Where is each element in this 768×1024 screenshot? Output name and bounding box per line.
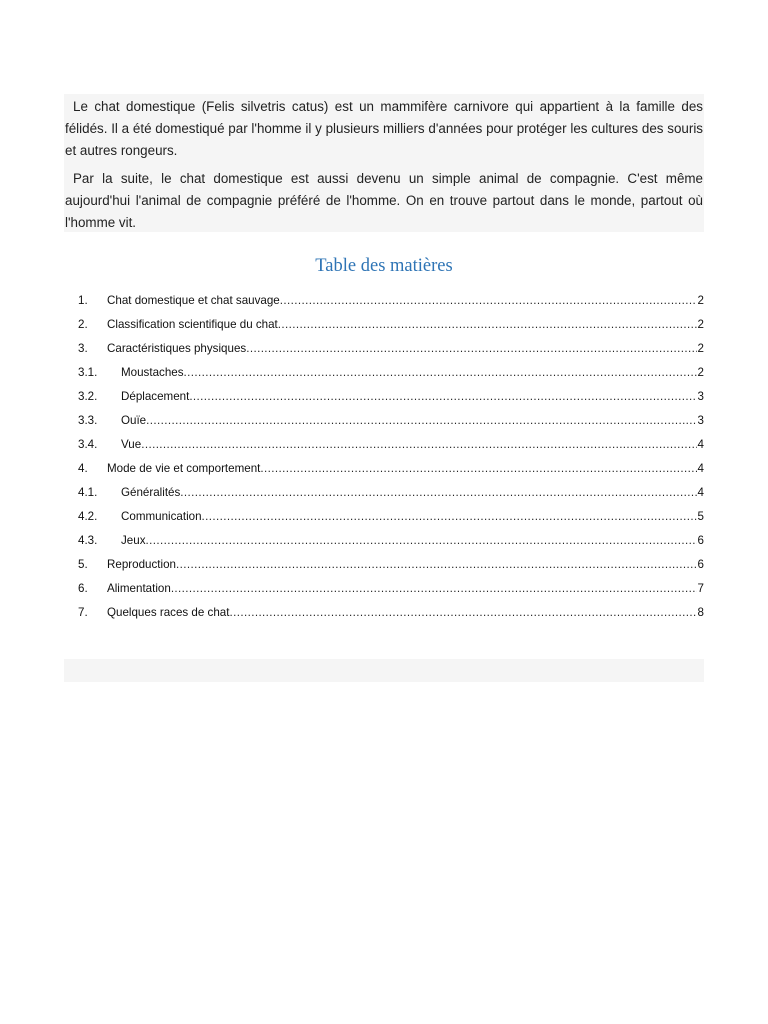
toc-entry[interactable] xyxy=(64,459,704,483)
toc-dot-leader xyxy=(246,339,696,359)
toc-entry-number: 2. xyxy=(78,318,88,331)
toc-entry-label: Alimentation xyxy=(107,582,171,595)
toc-entry[interactable] xyxy=(64,603,704,627)
toc-entry-number: 4.2. xyxy=(78,510,98,523)
toc-entry-label: Chat domestique et chat sauvage xyxy=(107,294,280,307)
toc-entry[interactable] xyxy=(64,315,704,339)
toc-entry-page: 2 xyxy=(697,342,704,355)
toc-entry-label: Communication xyxy=(121,510,202,523)
toc-entry-label: Classification scientifique du chat xyxy=(107,318,278,331)
toc-entry-page: 4 xyxy=(697,486,704,499)
toc-entry-page: 6 xyxy=(697,558,704,571)
toc-entry[interactable] xyxy=(64,339,704,363)
toc-entry-number: 5. xyxy=(78,558,88,571)
toc-entry-page: 7 xyxy=(697,582,704,595)
toc-entry-label: Mode de vie et comportement xyxy=(107,462,261,475)
toc-entry-number: 7. xyxy=(78,606,88,619)
toc-entry[interactable] xyxy=(64,531,704,555)
toc-dot-leader xyxy=(171,579,697,599)
toc-dot-leader xyxy=(184,363,697,383)
toc-entry-page: 2 xyxy=(697,318,704,331)
table-of-contents xyxy=(64,291,704,627)
toc-dot-leader xyxy=(146,411,696,431)
toc-entry-number: 3.3. xyxy=(78,414,98,427)
toc-entry[interactable] xyxy=(64,555,704,579)
toc-entry[interactable] xyxy=(64,387,704,411)
toc-entry-label: Quelques races de chat xyxy=(107,606,230,619)
toc-entry-label: Déplacement xyxy=(121,390,190,403)
toc-entry-number: 1. xyxy=(78,294,88,307)
toc-entry[interactable] xyxy=(64,291,704,315)
toc-entry[interactable] xyxy=(64,483,704,507)
toc-entry-page: 4 xyxy=(697,462,704,475)
intro-paragraph-2: Par la suite, le chat domestique est aussi devenu un simple animal de compagnie. C'est même aujourd'hui l'animal de compagnie préféré de l'homme. On en trouve partout dans le monde, partout où l'homme vit. xyxy=(65,171,703,230)
toc-dot-leader xyxy=(146,531,697,551)
toc-dot-leader xyxy=(141,435,696,455)
toc-entry-number: 3.1. xyxy=(78,366,98,379)
toc-entry-label: Reproduction xyxy=(107,558,176,571)
toc-entry-label: Vue xyxy=(121,438,142,451)
toc-title: Table des matières xyxy=(315,256,453,276)
toc-dot-leader xyxy=(176,555,697,575)
toc-entry-label: Ouïe xyxy=(121,414,147,427)
toc-entry-number: 3.4. xyxy=(78,438,98,451)
toc-dot-leader xyxy=(280,291,697,311)
toc-entry-label: Jeux xyxy=(121,534,146,547)
toc-entry-label: Caractéristiques physiques xyxy=(107,342,247,355)
intro-paragraph-1: Le chat domestique (Felis silvetris catus) est un mammifère carnivore qui appartient à la famille des félidés. Il a été domestiqué par l'homme il y plusieurs milliers d'années pour protéger les cultures des souris et autres rongeurs. xyxy=(65,99,703,158)
toc-entry-number: 6. xyxy=(78,582,88,595)
shaded-footer-band xyxy=(64,659,704,682)
toc-entry-number: 4.1. xyxy=(78,486,98,499)
toc-dot-leader xyxy=(180,483,696,503)
toc-entry-number: 3. xyxy=(78,342,88,355)
toc-entry-page: 2 xyxy=(697,366,704,379)
toc-entry[interactable] xyxy=(64,507,704,531)
toc-entry-page: 6 xyxy=(697,534,704,547)
toc-entry-page: 3 xyxy=(697,414,704,427)
toc-entry-label: Généralités xyxy=(121,486,181,499)
toc-entry[interactable] xyxy=(64,363,704,387)
toc-dot-leader xyxy=(278,315,697,335)
toc-dot-leader xyxy=(260,459,696,479)
toc-entry-number: 4. xyxy=(78,462,88,475)
intro-section xyxy=(64,94,704,232)
toc-entry-page: 8 xyxy=(697,606,704,619)
toc-dot-leader xyxy=(202,507,697,527)
toc-entry[interactable] xyxy=(64,435,704,459)
toc-entry-page: 4 xyxy=(697,438,704,451)
toc-entry-page: 5 xyxy=(697,510,704,523)
toc-entry-label: Moustaches xyxy=(121,366,184,379)
toc-entry[interactable] xyxy=(64,579,704,603)
toc-entry-page: 3 xyxy=(697,390,704,403)
toc-entry-number: 3.2. xyxy=(78,390,98,403)
toc-dot-leader xyxy=(189,387,696,407)
toc-entry-page: 2 xyxy=(697,294,704,307)
toc-entry[interactable] xyxy=(64,411,704,435)
toc-dot-leader xyxy=(229,603,696,623)
toc-entry-number: 4.3. xyxy=(78,534,98,547)
